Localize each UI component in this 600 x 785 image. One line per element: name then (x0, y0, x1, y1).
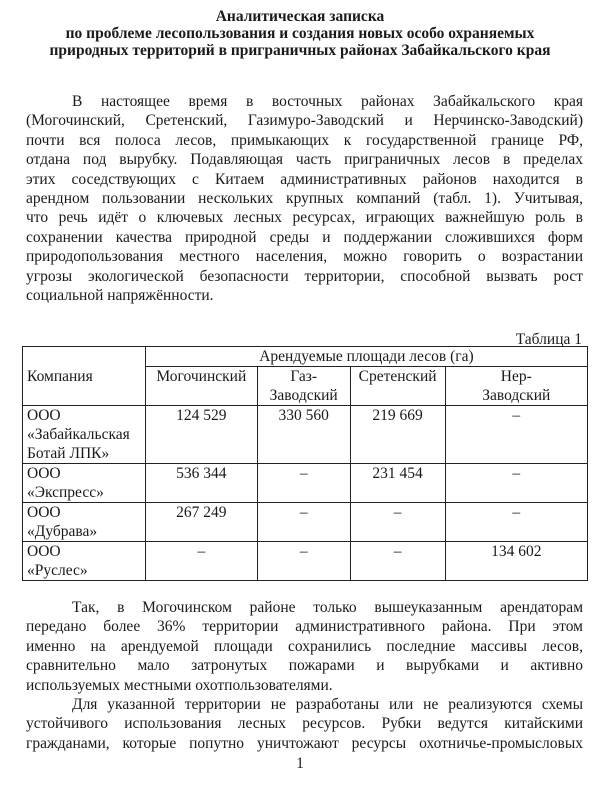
value-cell: – (257, 503, 350, 542)
value-cell: – (145, 542, 257, 581)
table-row (23, 542, 588, 581)
title-line: по проблеме лесопользования и создания новых особо охраняемых (65, 25, 535, 42)
value-cell: – (350, 503, 445, 542)
value-cell: 231 454 (350, 464, 445, 503)
value-cell: – (445, 464, 587, 503)
title-line: природных территорий в приграничных районах Забайкальского края (49, 42, 551, 59)
text-line: используемых местными охотпользователями. (26, 676, 333, 694)
text-line: почти вся полоса лесов, примыкающих к государственной границе РФ, (26, 131, 583, 149)
text-line: (Могочинский, Сретенский, Газимуро-Заводский и Нерчинско-Заводский) (26, 112, 583, 130)
district-header-gaz-zavodsky: Газ- Заводский (257, 367, 350, 406)
text-line: В настоящее время в восточных районах Забайкальского края (72, 93, 583, 110)
text-line: гражданами, которые попутно уничтожают ресурсы охотничье-промысловых (26, 734, 583, 752)
text-line: что речь идёт о ключевых лесных ресурсах, играющих важнейшую роль в (26, 209, 583, 227)
table-row (23, 406, 588, 464)
text-line: передано более 36% территории административного района. При этом (26, 618, 583, 636)
lease-table (22, 346, 588, 581)
table-header-row (23, 347, 588, 367)
table-caption: Таблица 1 (515, 331, 582, 348)
company-cell: ООО «Дубрава» (23, 503, 146, 542)
text-line: этих соседствующих с Китаем административных районов находится в (26, 170, 583, 188)
text-line: устойчивого использования лесных ресурсов. Рубки ведутся китайскими (26, 715, 583, 733)
district-header-ner-zavodsky: Нер- Заводский (445, 367, 587, 406)
text-line: сравнительно мало затронутых пожарами и вырубками и активно (26, 657, 583, 675)
district-header-mogocha: Могочинский (145, 367, 257, 406)
text-line: угрозы экологической безопасности территории, способной вызвать рост (26, 267, 583, 285)
value-cell: 330 560 (257, 406, 350, 464)
value-cell: – (350, 542, 445, 581)
company-cell: ООО «Руслес» (23, 542, 146, 581)
value-cell: 134 602 (445, 542, 587, 581)
paragraph-1 (26, 92, 583, 305)
table-row (23, 464, 588, 503)
text-line: арендном пользовании нескольких крупных компаний (табл. 1). Учитывая, (26, 189, 583, 207)
value-cell: – (257, 542, 350, 581)
title-line: Аналитическая записка (215, 8, 385, 25)
text-line: Так, в Могочинском районе только вышеуказанным арендаторам (72, 599, 583, 616)
group-header: Арендуемые площади лесов (га) (145, 347, 587, 367)
document-title (0, 8, 600, 59)
page-number: 1 (296, 755, 304, 772)
text-line: Для указанной территории не разработаны или не реализуются схемы (72, 696, 583, 713)
paragraph-3 (26, 695, 583, 753)
value-cell: 124 529 (145, 406, 257, 464)
company-cell: ООО «Экспресс» (23, 464, 146, 503)
text-line: отдана под вырубку. Подавляющая часть приграничных лесов в пределах (26, 151, 583, 169)
value-cell: – (445, 503, 587, 542)
value-cell: 219 669 (350, 406, 445, 464)
district-header-sretensk: Сретенский (350, 367, 445, 406)
value-cell: – (257, 464, 350, 503)
text-line: социальной напряжённости. (26, 286, 214, 304)
value-cell: 267 249 (145, 503, 257, 542)
text-line: сохранении качества природной среды и поддержании сложившихся форм (26, 228, 583, 246)
paragraph-2 (26, 598, 583, 695)
text-line: именно на арендуемой площади сохранились последние массивы лесов, (26, 637, 583, 655)
value-cell: 536 344 (145, 464, 257, 503)
text-line: природопользования местного населения, можно говорить о возрастании (26, 248, 583, 266)
company-header: Компания (23, 347, 146, 406)
table-row (23, 503, 588, 542)
value-cell: – (445, 406, 587, 464)
company-cell: ООО «Забайкальская Ботай ЛПК» (23, 406, 146, 464)
